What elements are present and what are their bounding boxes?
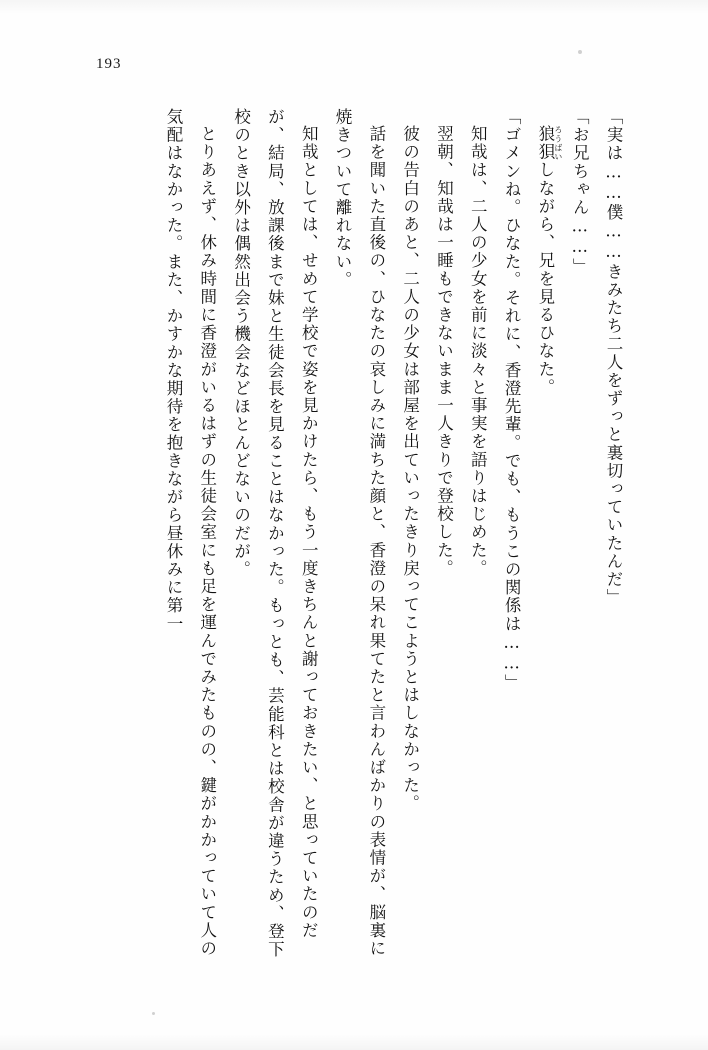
paragraph-with-ruby (528, 108, 562, 968)
paragraph: 「お兄ちゃん……」 (570, 108, 590, 276)
paragraph: 知哉としては、せめて学校で姿を見かけたら、もう一度きちんと謝っておきたい、と思っていたのだが、結局、放課後まで妹と生徒会長を見ることはなかった。もっとも、芸能科とは校舎が違うため、登下校のとき以外は偶然出会う機会などほとんどないのだが。 (231, 108, 319, 959)
paragraph: 知哉は、二人の少女を前に淡々と事実を語りはじめた。 (468, 124, 488, 577)
paragraph: 彼の告白のあと、二人の少女は部屋を出ていったきり戻ってこようとはしなかった。 (400, 124, 420, 813)
vertical-text-body (74, 108, 630, 968)
scan-speck (578, 50, 582, 54)
ruby-text: ろうばい (553, 124, 563, 161)
scan-speck (152, 1012, 155, 1015)
paragraph-rest: しながら、兄を見るひなた。 (535, 160, 555, 397)
page-number: 193 (96, 56, 122, 72)
paragraph: 「ゴメンね。ひなた。それに、香澄先輩。でも、もうこの関係は……」 (502, 108, 522, 693)
paragraph: とりあえず、休み時間に香澄がいるはずの生徒会室にも足を運んでみたものの、鍵がかかっていて人の気配はなかった。また、かすかな期待を抱きながら昼休みに第一 (163, 108, 217, 958)
page-edge-shading-bottom (0, 1034, 708, 1050)
page-edge-shading-top (0, 0, 708, 14)
paragraph: 話を聞いた直後の、ひなたの哀しみに満ちた顔と、香澄の呆れ果てたと言わんばかりの表情が、脳裏に焼きついて離れない。 (333, 108, 386, 958)
paragraph: 「実は……僕……きみたち二人をずっと裏切っていたんだ」 (604, 108, 623, 607)
ruby-base: 狼狽 (535, 124, 555, 161)
paragraph: 翌朝、知哉は一睡もできないまま一人きりで登校した。 (434, 124, 454, 577)
ruby-annotation (535, 124, 563, 161)
